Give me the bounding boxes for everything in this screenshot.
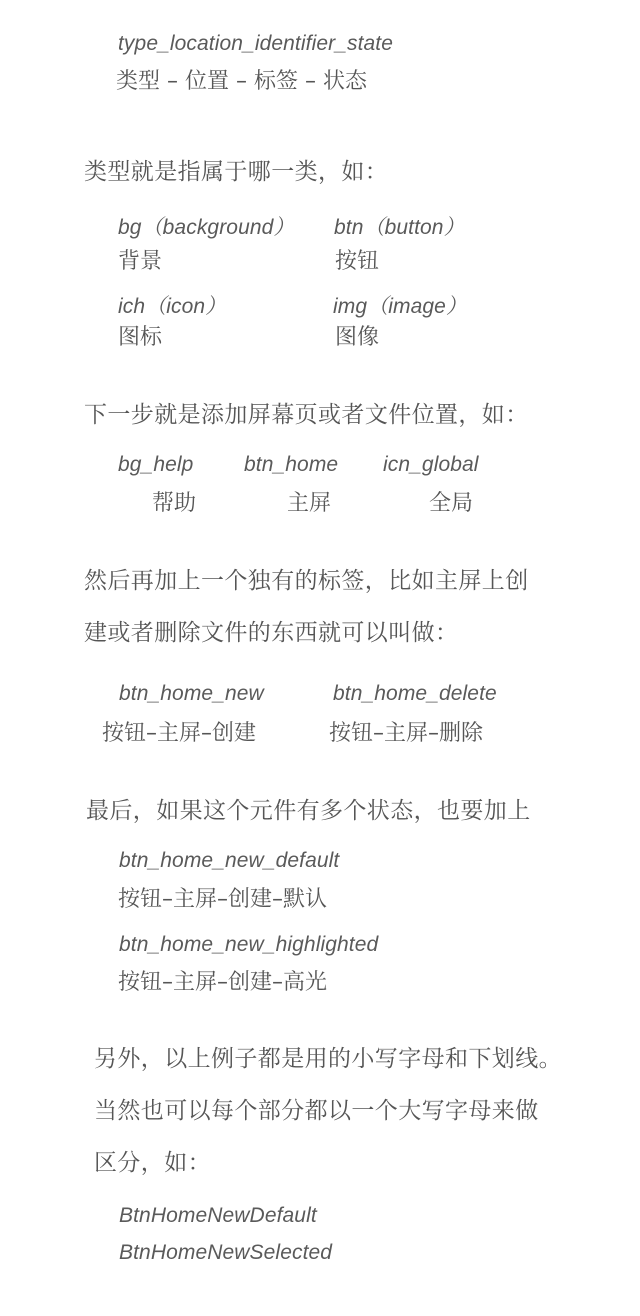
- case-paragraph-line1: 另外，以上例子都是用的小写字母和下划线。: [94, 1046, 562, 1072]
- state-paragraph: 最后，如果这个元件有多个状态，也要加上: [86, 798, 531, 824]
- type-example-cn: 图像: [335, 325, 380, 350]
- type-example-cn: 背景: [118, 249, 163, 274]
- type-example-code: ich（icon）: [118, 295, 227, 318]
- state-example-code: btn_home_new_highlighted: [119, 933, 379, 956]
- type-example-code: bg（background）: [118, 216, 295, 239]
- case-example-code: BtnHomeNewDefault: [119, 1204, 317, 1227]
- location-paragraph: 下一步就是添加屏幕页或者文件位置，如：: [84, 402, 529, 428]
- type-paragraph: 类型就是指属于哪一类，如：: [84, 159, 389, 185]
- identifier-paragraph-line1: 然后再加上一个独有的标签，比如主屏上创: [84, 568, 529, 594]
- state-example-cn: 按钮–主屏–创建–高光: [118, 970, 328, 995]
- state-example-code: btn_home_new_default: [119, 849, 340, 872]
- location-example-code: icn_global: [383, 453, 479, 476]
- identifier-example-cn: 按钮–主屏–删除: [329, 721, 484, 746]
- identifier-example-code: btn_home_delete: [333, 682, 497, 705]
- location-example-cn: 全局: [429, 491, 474, 516]
- identifier-paragraph-line2: 建或者删除文件的东西就可以叫做：: [84, 620, 459, 646]
- naming-pattern: type_location_identifier_state: [118, 32, 394, 55]
- type-example-code: img（image）: [333, 295, 468, 318]
- naming-pattern-cn: 类型 – 位置 – 标签 – 状态: [116, 69, 367, 94]
- type-example-cn: 图标: [118, 325, 163, 350]
- identifier-example-cn: 按钮–主屏–创建: [102, 721, 257, 746]
- location-example-cn: 主屏: [287, 491, 332, 516]
- type-example-code: btn（button）: [334, 216, 465, 239]
- case-example-code: BtnHomeNewSelected: [119, 1241, 333, 1264]
- type-example-cn: 按钮: [335, 249, 380, 274]
- location-example-code: bg_help: [118, 453, 194, 476]
- state-example-cn: 按钮–主屏–创建–默认: [118, 887, 328, 912]
- location-example-code: btn_home: [244, 453, 339, 476]
- identifier-example-code: btn_home_new: [119, 682, 264, 705]
- case-paragraph-line3: 区分，如：: [94, 1150, 211, 1176]
- case-paragraph-line2: 当然也可以每个部分都以一个大写字母来做: [94, 1098, 539, 1124]
- location-example-cn: 帮助: [152, 491, 197, 516]
